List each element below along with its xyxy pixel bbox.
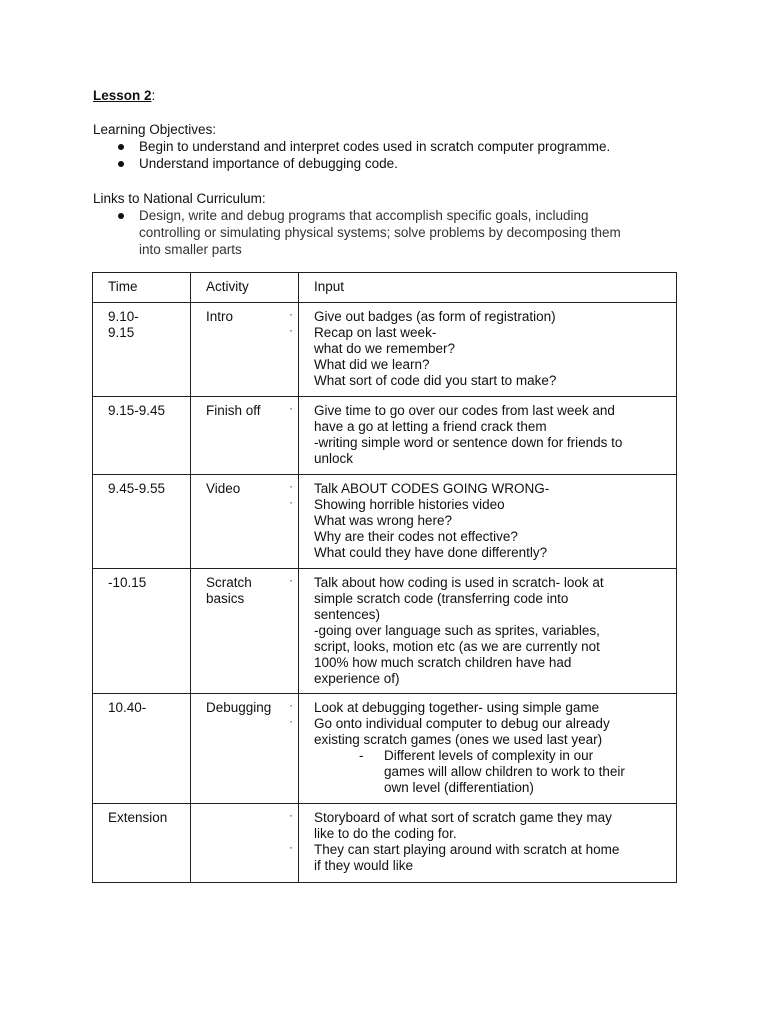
time-text: 9.15 [108, 325, 135, 340]
objectives-heading: Learning Objectives: [93, 122, 217, 137]
time-cell [93, 303, 191, 397]
input-line: What sort of code did you start to make? [314, 373, 557, 388]
input-line: -going over language such as sprites, variables, [314, 623, 600, 638]
activity-text: Video [206, 481, 241, 496]
activity-cell [191, 475, 299, 569]
time-text: 9.15-9.45 [108, 403, 166, 418]
activity-text: Scratch [206, 575, 252, 590]
sub-list-line: games will allow children to work to their [384, 764, 625, 779]
input-line: · Go onto individual computer to debug our already [314, 716, 670, 732]
input-cell [299, 694, 677, 804]
header-input: Input [299, 273, 677, 303]
input-cell [299, 303, 677, 397]
lesson-title-text: Lesson 2 [93, 88, 152, 103]
sub-list-line: own level (differentiation) [384, 780, 534, 795]
input-line: script, looks, motion etc (as we are currently not [314, 639, 600, 654]
table-body [93, 303, 677, 883]
curriculum-line: into smaller parts [139, 242, 242, 257]
activity-text: Debugging [206, 700, 272, 715]
table-row [93, 569, 677, 694]
activity-cell [191, 694, 299, 804]
time-cell [93, 475, 191, 569]
lesson-title [93, 87, 155, 104]
time-text: 10.40- [108, 700, 147, 715]
lesson-plan-table [92, 272, 677, 883]
input-line: · They can start playing around with scratch at home [314, 842, 670, 858]
time-cell [93, 397, 191, 475]
input-line: · Talk about how coding is used in scratch- look at [314, 575, 670, 591]
table-row [93, 303, 677, 397]
input-line: · Give time to go over our codes from last week and [314, 403, 670, 419]
input-line: simple scratch code (transferring code into [314, 591, 569, 606]
activity-cell [191, 569, 299, 694]
input-line: What could they have done differently? [314, 545, 548, 560]
time-text: 9.45-9.55 [108, 481, 166, 496]
header-activity: Activity [191, 273, 299, 303]
curriculum-heading: Links to National Curriculum: [93, 191, 266, 206]
activity-text: Intro [206, 309, 234, 324]
input-line: · Look at debugging together- using simple game [314, 700, 670, 716]
input-line: · Talk ABOUT CODES GOING WRONG- [314, 481, 670, 497]
input-line: Why are their codes not effective? [314, 529, 518, 544]
input-line: if they would like [314, 858, 414, 873]
input-cell [299, 475, 677, 569]
input-line: unlock [314, 451, 354, 466]
input-line: 100% how much scratch children have had [314, 655, 572, 670]
table-header-row [93, 273, 677, 303]
time-cell [93, 694, 191, 804]
dash-marker: - [359, 748, 364, 763]
time-text: -10.15 [108, 575, 147, 590]
curriculum-line: controlling or simulating physical systems; solve problems by decomposing them [139, 225, 621, 240]
input-line: · Recap on last week- [314, 325, 670, 341]
table-row [93, 475, 677, 569]
input-cell [299, 569, 677, 694]
table-row [93, 397, 677, 475]
curriculum-line: Design, write and debug programs that accomplish specific goals, including [139, 208, 589, 223]
activity-cell [191, 804, 299, 883]
activity-text: Finish off [206, 403, 261, 418]
sub-list-item: - Different levels of complexity in our [359, 748, 594, 763]
input-line: -writing simple word or sentence down for friends to [314, 435, 623, 450]
input-cell [299, 397, 677, 475]
input-line: what do we remember? [314, 341, 456, 356]
objective-item: Begin to understand and interpret codes used in scratch computer programme. [114, 138, 610, 155]
time-cell [93, 804, 191, 883]
curriculum-list [114, 207, 621, 258]
activity-cell [191, 303, 299, 397]
input-line: What did we learn? [314, 357, 430, 372]
input-line: sentences) [314, 607, 381, 622]
input-line: have a go at letting a friend crack them [314, 419, 547, 434]
input-line: like to do the coding for. [314, 826, 457, 841]
objectives-list [114, 138, 610, 172]
curriculum-item [114, 207, 621, 258]
objective-item: Understand importance of debugging code. [114, 155, 610, 172]
input-line: · Showing horrible histories video [314, 497, 670, 513]
table-row [93, 804, 677, 883]
lesson-title-suffix: : [151, 88, 156, 103]
input-cell [299, 804, 677, 883]
input-line: What was wrong here? [314, 513, 453, 528]
table-row [93, 694, 677, 804]
time-cell [93, 569, 191, 694]
input-line: existing scratch games (ones we used last year) [314, 732, 603, 747]
activity-text: basics [206, 591, 245, 606]
time-text: 9.10- [108, 309, 139, 324]
activity-cell [191, 397, 299, 475]
input-line: · Give out badges (as form of registration) [314, 309, 670, 325]
input-line: · Storyboard of what sort of scratch game they may [314, 810, 670, 826]
header-time: Time [93, 273, 191, 303]
time-text: Extension [108, 810, 168, 825]
input-line: experience of) [314, 671, 400, 686]
